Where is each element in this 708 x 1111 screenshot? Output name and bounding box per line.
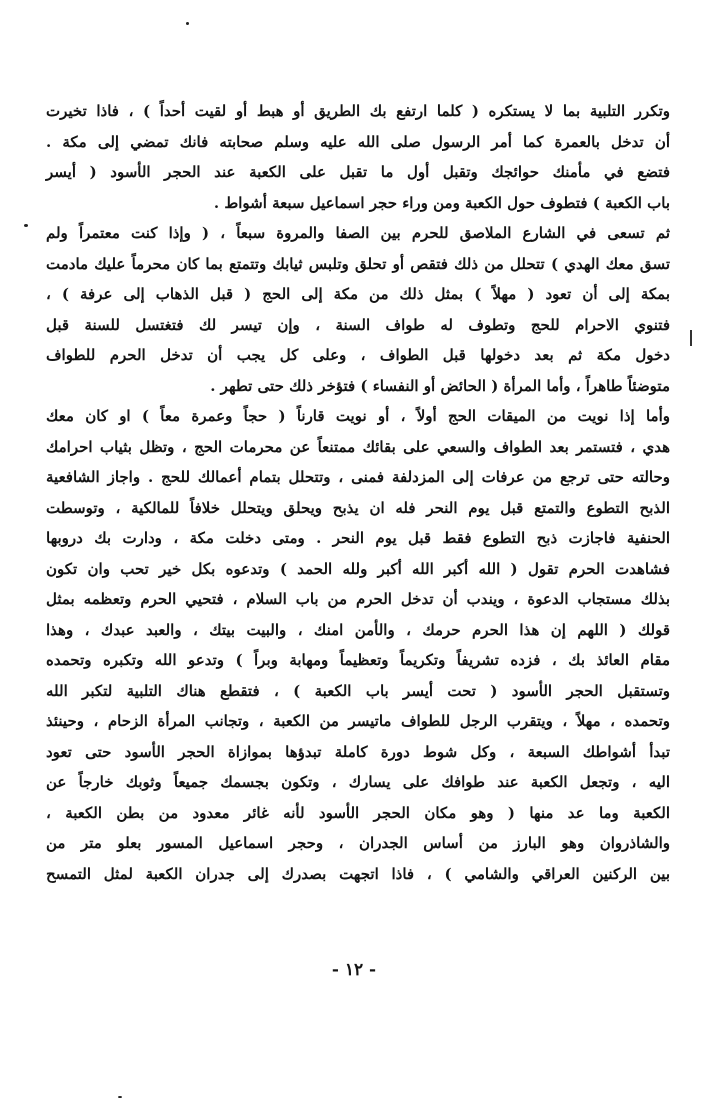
text-line: الذبح التطوع والتمتع قبل يوم النحر فله ان يذبح ويحلق ويتحلل خلافاً للمالكية ، وتوسطت [46, 498, 670, 517]
text-line: تسق معك الهدي ) تتحلل من ذلك فتقص أو تحلق وتلبس ثيابك وتتمتع بما كان محرماً عليك مادمت [46, 254, 670, 273]
text-line: وحالته حتى ترجع من عرفات إلى المزدلفة فمنى ، وتتحلل بتمام أعمالك للحج . واجاز الشافعية [46, 468, 670, 486]
text-line: اليه ، وتجعل الكعبة عند طوافك على يسارك ، وتكون بجسمك جميعاً وثوبك خارجاً عن [46, 773, 670, 791]
text-line: دخول مكة ثم بعد دخولها قبل الطواف ، وعلى كل يجب أن تدخل الحرم للطواف [46, 346, 670, 364]
text-line: فتنوي الاحرام للحج وتطوف له طواف السنة ، وإن تيسر لك فتغتسل للسنة قبل [46, 315, 670, 334]
text-line: الحنفية فاجازت ذبح التطوع فقط قبل يوم النحر . ومتى دخلت مكة ، ودارت بك دروبها [46, 529, 670, 547]
text-line: بمكة إلى أن تعود ( مهلاً ) بمثل ذلك من مكة إلى الحج ( قبل الذهاب إلى عرفة ) ، [46, 285, 670, 303]
text-line: باب الكعبة ) فتطوف حول الكعبة ومن وراء حجر اسماعيل سبعة أشواط . [213, 193, 670, 212]
scan-speck [186, 22, 189, 25]
text-line: الكعبة وما عد منها ( وهو مكان الحجر الأسود لأنه غائر معدود من بطن الكعبة ، [46, 803, 670, 822]
text-line: وتحمده ، مهلاً ، ويتقرب الرجل للطواف ماتيسر من الكعبة ، وتجانب المرأة الزحام ، وحينئذ [46, 712, 670, 730]
text-line: ثم تسعى في الشارع الملاصق للحرم بين الصفا والمروة سبعاً ، ( وإذا كنت معتمراً ولم [46, 224, 670, 242]
scan-speck [118, 1096, 122, 1098]
text-line: والشاذروان وهو البارز من أساس الجدران ، وحجر اسماعيل المسور بعلو متر من [46, 834, 670, 852]
text-line: بين الركنين العراقي والشامي ) ، فاذا اتجهت بصدرك إلى جدران الكعبة لمثل التمسح [46, 864, 670, 883]
text-line: وتستقبل الحجر الأسود ( تحت أيسر باب الكعبة ) ، فتقطع هناك التلبية لتكبر الله [46, 681, 670, 700]
text-line: هدي ، فتستمر بعد الطواف والسعي على بقائك ممتنعاً عن محرمات الحج ، وتظل بثياب احرامك [46, 437, 670, 456]
body-text [46, 96, 670, 889]
text-line: مقام العائذ بك ، فزده تشريفاً وتكريماً وتعظيماً ومهابة وبراً ) وتدعو الله وتكبره وتحمده [46, 651, 670, 669]
text-line: تبدأ أشواطك السبعة ، وكل شوط دورة كاملة تبدؤها بموازاة الحجر الأسود حتى تعود [46, 742, 670, 761]
text-line: وأما إذا نويت من الميقات الحج أولاً ، أو نويت قارناً ( حجاً وعمرة معاً ) او كان معك [46, 407, 670, 425]
text-line: فتضع في مأمنك حوائجك وتقبل أول ما تقبل على الكعبة عند الحجر الأسود ( أيسر [46, 163, 670, 181]
text-line: متوضئاً طاهراً ، وأما المرأة ( الحائض أو النفساء ) فتؤخر ذلك حتى تطهر . [210, 376, 670, 395]
text-line: وتكرر التلبية بما لا يستكره ( كلما ارتفع بك الطريق أو هبط أو لقيت أحداً ) ، فاذا تخيرت [46, 102, 670, 120]
text-line: بذلك مستجاب الدعوة ، ويندب أن تدخل الحرم من باب السلام ، فتحيي الحرم وتعظمه بمثل [46, 590, 670, 608]
text-line: قولك ( اللهم إن هذا الحرم حرمك ، والأمن امنك ، والبيت بيتك ، والعبد عبدك ، وهذا [46, 620, 670, 639]
page-number: - ١٢ - [331, 960, 377, 980]
scan-speck [24, 224, 28, 227]
text-line: فشاهدت الحرم تقول ( الله أكبر الله أكبر ولله الحمد ) وتدعوه بكل خير تحب وان تكون [46, 559, 670, 578]
margin-mark [690, 330, 692, 346]
text-line: أن تدخل بالعمرة كما أمر الرسول صلى الله عليه وسلم صحابته فانك تمضي إلى مكة . [46, 132, 670, 151]
